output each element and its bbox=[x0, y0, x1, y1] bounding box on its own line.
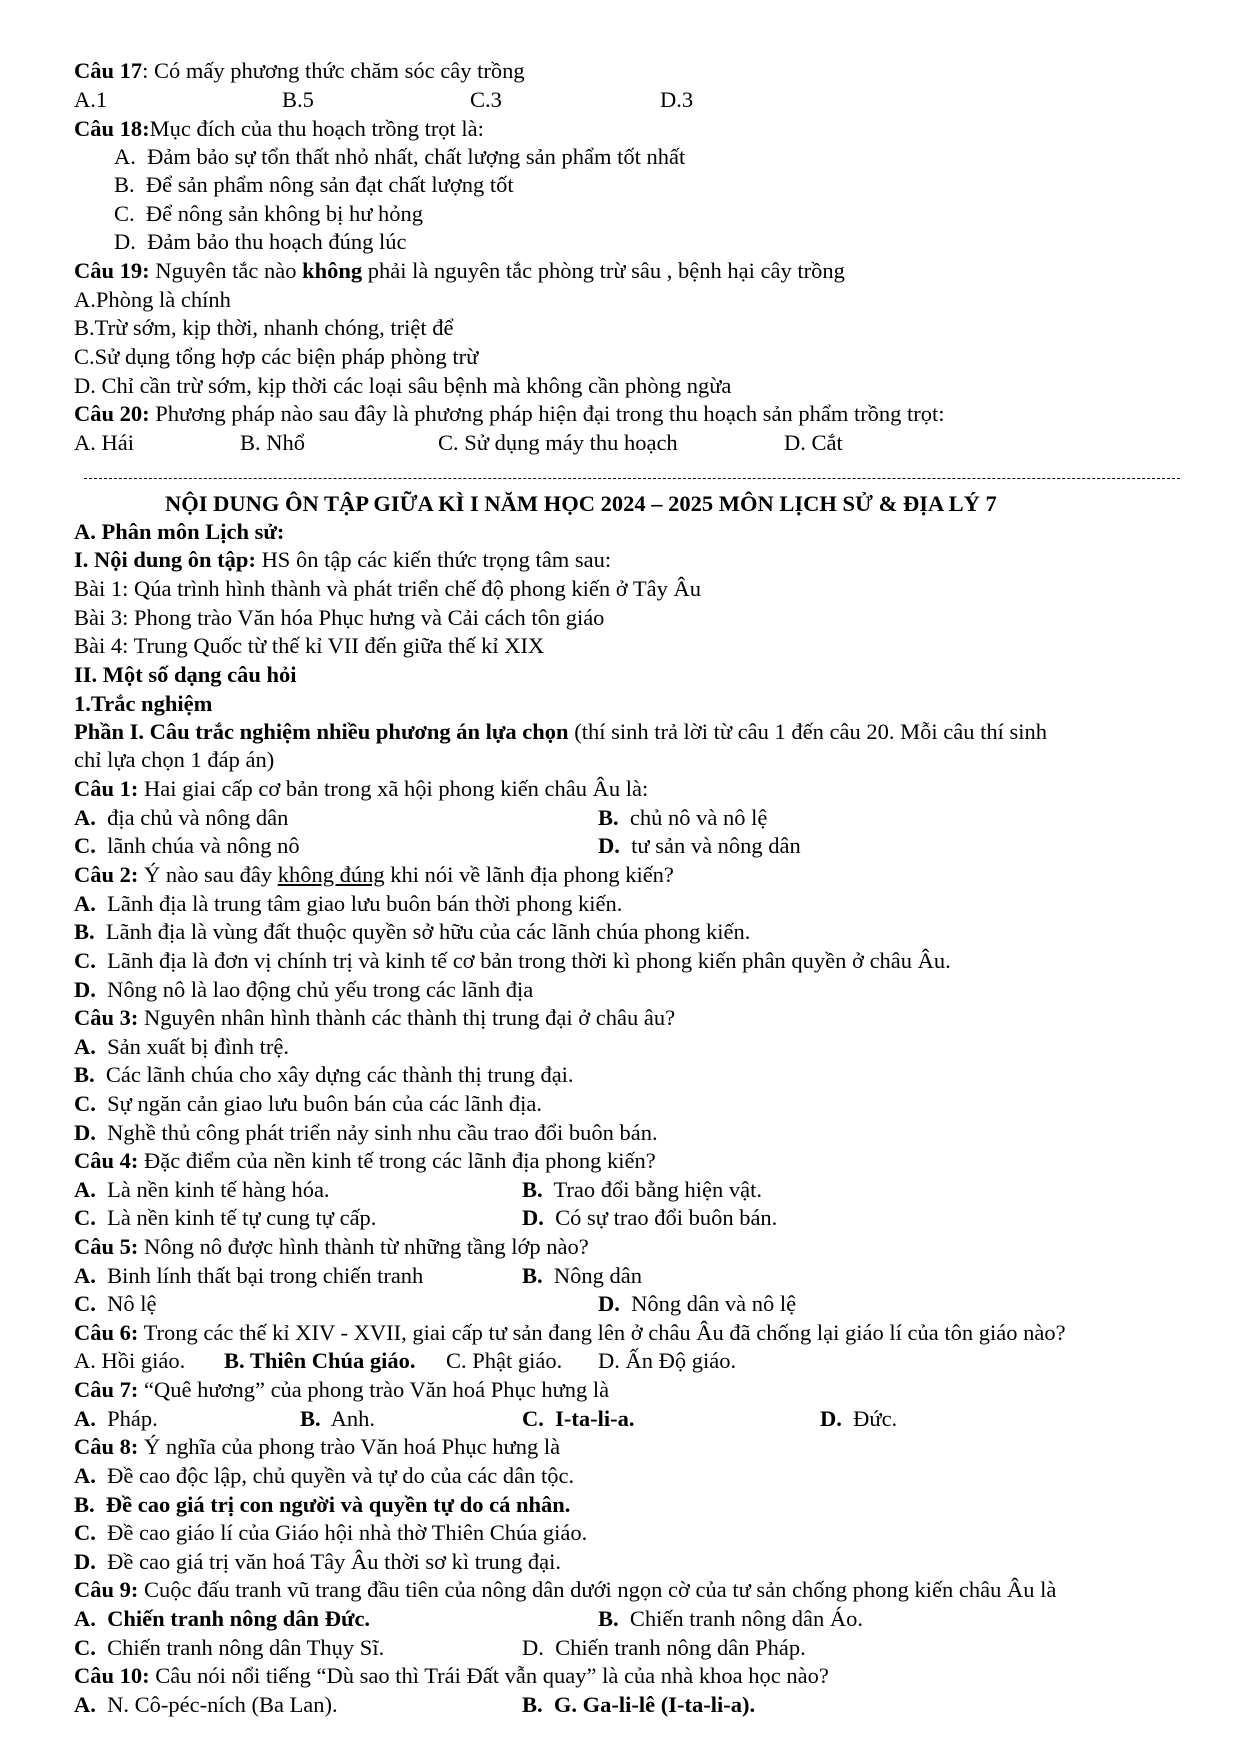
option-text: Pháp. bbox=[95, 1406, 158, 1431]
option-c: C.3 bbox=[470, 87, 502, 112]
question-1 bbox=[74, 775, 648, 802]
option-a: A. Đảm bảo sự tổn thất nhỏ nhất, chất lượng sản phẩm tốt nhất bbox=[114, 144, 686, 169]
part-label: Phần I. Câu trắc nghiệm nhiều phương án lựa chọn bbox=[74, 719, 569, 744]
option-letter: D. bbox=[820, 1406, 842, 1431]
option-text: Đề cao giá trị con người và quyền tự do cá nhân. bbox=[94, 1492, 571, 1517]
question-text: khi nói về lãnh địa phong kiến? bbox=[384, 862, 674, 887]
option-text: N. Cô-péc-ních (Ba Lan). bbox=[95, 1692, 338, 1717]
lesson-item: Bài 4: Trung Quốc từ thế kỉ VII đến giữa thế kỉ XIX bbox=[74, 633, 545, 658]
option-b: B. Nhổ bbox=[240, 430, 306, 455]
question-17 bbox=[74, 57, 525, 84]
section-a-heading: A. Phân môn Lịch sử: bbox=[74, 519, 285, 544]
section-text: HS ôn tập các kiến thức trọng tâm sau: bbox=[255, 547, 612, 572]
option-text: Sản xuất bị đình trệ. bbox=[95, 1034, 289, 1059]
option-text: G. Ga-li-lê (I-ta-li-a). bbox=[542, 1692, 756, 1717]
question-label: Câu 6: bbox=[74, 1320, 139, 1345]
question-4 bbox=[74, 1147, 656, 1174]
option-c bbox=[74, 1090, 542, 1117]
option-d: D. Ấn Độ giáo. bbox=[598, 1348, 737, 1373]
dashed-divider bbox=[84, 478, 1180, 479]
question-19 bbox=[74, 257, 845, 284]
option-a bbox=[74, 890, 622, 917]
option-a bbox=[74, 1462, 574, 1489]
option-a bbox=[74, 1262, 423, 1289]
option-text: Sự ngăn cản giao lưu buôn bán của các lãnh địa. bbox=[95, 1091, 542, 1116]
option-text: Là nền kinh tế hàng hóa. bbox=[95, 1177, 330, 1202]
option-a bbox=[74, 804, 288, 831]
option-d bbox=[598, 1290, 796, 1317]
option-letter: A. bbox=[74, 1463, 96, 1488]
option-text: Nô lệ bbox=[95, 1291, 157, 1316]
option-letter: C. bbox=[74, 1091, 96, 1116]
question-18 bbox=[74, 115, 484, 142]
question-text: Phương pháp nào sau đây là phương pháp hiện đại trong thu hoạch sản phẩm trồng trọt: bbox=[149, 401, 945, 426]
option-c bbox=[74, 1519, 587, 1546]
option-a bbox=[74, 1176, 330, 1203]
option-b bbox=[598, 1605, 863, 1632]
question-text: “Quê hương” của phong trào Văn hoá Phục hưng là bbox=[138, 1377, 610, 1402]
option-text: chủ nô và nô lệ bbox=[618, 805, 768, 830]
question-label: Câu 1: bbox=[74, 776, 139, 801]
question-3 bbox=[74, 1004, 675, 1031]
option-letter: D. bbox=[74, 1549, 96, 1574]
question-text: Nguyên nhân hình thành các thành thị trung đại ở châu âu? bbox=[138, 1005, 676, 1030]
question-label: Câu 4: bbox=[74, 1148, 139, 1173]
question-10 bbox=[74, 1662, 829, 1689]
question-text: Hai giai cấp cơ bản trong xã hội phong kiến châu Âu là: bbox=[138, 776, 649, 801]
option-d bbox=[522, 1204, 777, 1231]
option-letter: C. bbox=[74, 1205, 96, 1230]
question-label: Câu 18: bbox=[74, 116, 150, 141]
option-text: Lãnh địa là vùng đất thuộc quyền sở hữu của các lãnh chúa phong kiến. bbox=[94, 919, 751, 944]
option-letter: A. bbox=[74, 1406, 96, 1431]
option-d bbox=[74, 976, 533, 1003]
option-text: Đề cao giá trị văn hoá Tây Âu thời sơ kì trung đại. bbox=[95, 1549, 562, 1574]
option-letter: B. bbox=[74, 919, 95, 944]
option-letter: A. bbox=[74, 1034, 96, 1059]
option-b bbox=[300, 1405, 375, 1432]
question-7 bbox=[74, 1376, 609, 1403]
question-label: Câu 7: bbox=[74, 1377, 139, 1402]
option-letter: B. bbox=[522, 1263, 543, 1288]
option-d bbox=[820, 1405, 897, 1432]
option-a: A. Hồi giáo. bbox=[74, 1348, 186, 1373]
option-letter: B. bbox=[522, 1692, 543, 1717]
question-text: Ý nghĩa của phong trào Văn hoá Phục hưng là bbox=[138, 1434, 561, 1459]
option-letter: C. bbox=[74, 948, 96, 973]
option-a bbox=[74, 1691, 338, 1718]
option-text: Chiến tranh nông dân Áo. bbox=[618, 1606, 863, 1631]
option-b bbox=[522, 1262, 642, 1289]
part-text: (thí sinh trả lời từ câu 1 đến câu 20. Mỗi câu thí sinh bbox=[568, 719, 1047, 744]
question-label: Câu 5: bbox=[74, 1234, 139, 1259]
option-letter: B. bbox=[598, 1606, 619, 1631]
question-2 bbox=[74, 861, 674, 888]
option-text: I-ta-li-a. bbox=[543, 1406, 635, 1431]
question-text: Mục đích của thu hoạch trồng trọt là: bbox=[149, 116, 484, 141]
option-c bbox=[522, 1405, 634, 1432]
underlined-text: không đúng bbox=[277, 862, 385, 887]
option-text: Nông dân và nô lệ bbox=[619, 1291, 797, 1316]
option-letter: C. bbox=[74, 833, 96, 858]
question-5 bbox=[74, 1233, 589, 1260]
option-text: Binh lính thất bại trong chiến tranh bbox=[95, 1263, 424, 1288]
option-d: D. Cắt bbox=[784, 430, 843, 455]
option-text: Đề cao giáo lí của Giáo hội nhà thờ Thiên Chúa giáo. bbox=[95, 1520, 588, 1545]
option-text: lãnh chúa và nông nô bbox=[95, 833, 300, 858]
option-text: Là nền kinh tế tự cung tự cấp. bbox=[95, 1205, 377, 1230]
option-d: D. Đảm bảo thu hoạch đúng lúc bbox=[114, 229, 407, 254]
option-a: A.Phòng là chính bbox=[74, 287, 231, 312]
option-b: B.5 bbox=[282, 87, 314, 112]
option-letter: A. bbox=[74, 1263, 96, 1288]
question-text: Trong các thế kỉ XIV - XVII, giai cấp tư sản đang lên ở châu Âu đã chống lại giáo lí của tôn giáo nào? bbox=[138, 1320, 1066, 1345]
option-text: Nghề thủ công phát triển nảy sinh nhu cầu trao đổi buôn bán. bbox=[95, 1120, 658, 1145]
option-c bbox=[74, 832, 300, 859]
section-i bbox=[74, 546, 611, 573]
option-b bbox=[74, 918, 750, 945]
option-letter: A. bbox=[74, 1606, 96, 1631]
question-label: Câu 3: bbox=[74, 1005, 139, 1030]
option-letter: C. bbox=[522, 1406, 544, 1431]
question-text: Cuộc đấu tranh vũ trang đầu tiên của nông dân dưới ngọn cờ của tư sản chống phong kiến châu Âu là bbox=[138, 1577, 1057, 1602]
option-d: D.3 bbox=[660, 87, 694, 112]
question-label: Câu 17 bbox=[74, 58, 143, 83]
question-label: Câu 2: bbox=[74, 862, 139, 887]
option-text: Lãnh địa là đơn vị chính trị và kinh tế cơ bản trong thời kì phong kiến phân quyền ở châu Âu. bbox=[95, 948, 951, 973]
option-b bbox=[522, 1176, 762, 1203]
question-text: Đặc điểm của nền kinh tế trong các lãnh địa phong kiến? bbox=[138, 1148, 656, 1173]
part-1-instructions-cont: chỉ lựa chọn 1 đáp án) bbox=[74, 747, 275, 772]
option-a bbox=[74, 1033, 289, 1060]
option-d: D. Chỉ cần trừ sớm, kịp thời các loại sâu bệnh mà không cần phòng ngừa bbox=[74, 373, 732, 398]
question-20 bbox=[74, 400, 945, 427]
option-letter: A. bbox=[74, 1692, 96, 1717]
option-letter: D. bbox=[74, 977, 96, 1002]
option-letter: C. bbox=[74, 1291, 96, 1316]
question-text: Ý nào sau đây bbox=[138, 862, 278, 887]
option-a: A. Hái bbox=[74, 430, 134, 455]
subsection-heading: 1.Trắc nghiệm bbox=[74, 691, 213, 716]
option-d bbox=[522, 1634, 806, 1661]
option-d bbox=[74, 1119, 658, 1146]
option-text: tư sản và nông dân bbox=[619, 833, 801, 858]
option-text: địa chủ và nông dân bbox=[95, 805, 289, 830]
question-label: Câu 9: bbox=[74, 1577, 139, 1602]
section-label: I. Nội dung ôn tập: bbox=[74, 547, 256, 572]
question-text: : Có mấy phương thức chăm sóc cây trồng bbox=[142, 58, 525, 83]
question-label: Câu 10: bbox=[74, 1663, 150, 1688]
option-b: B. Thiên Chúa giáo. bbox=[224, 1348, 416, 1373]
option-a bbox=[74, 1405, 158, 1432]
question-9 bbox=[74, 1576, 1056, 1603]
option-b: B.Trừ sớm, kịp thời, nhanh chóng, triệt để bbox=[74, 315, 454, 340]
option-letter: D. bbox=[598, 833, 620, 858]
option-c bbox=[74, 947, 951, 974]
option-b bbox=[74, 1491, 570, 1518]
question-6 bbox=[74, 1319, 1066, 1346]
question-label: Câu 20: bbox=[74, 401, 150, 426]
option-b bbox=[74, 1061, 574, 1088]
document-title: NỘI DUNG ÔN TẬP GIỮA KÌ I NĂM HỌC 2024 – 2025 MÔN LỊCH SỬ & ĐỊA LÝ 7 bbox=[165, 491, 997, 516]
option-text: Anh. bbox=[320, 1406, 376, 1431]
option-c: C. Phật giáo. bbox=[446, 1348, 563, 1373]
question-text: Nông nô được hình thành từ những tầng lớp nào? bbox=[138, 1234, 589, 1259]
option-text: Đề cao độc lập, chủ quyền và tự do của các dân tộc. bbox=[95, 1463, 575, 1488]
question-8 bbox=[74, 1433, 560, 1460]
option-letter: B. bbox=[74, 1062, 95, 1087]
option-letter: C. bbox=[74, 1635, 96, 1660]
option-a bbox=[74, 1605, 370, 1632]
option-text: Chiến tranh nông dân Thụy Sĩ. bbox=[95, 1635, 385, 1660]
option-a: A.1 bbox=[74, 87, 108, 112]
option-text: Các lãnh chúa cho xây dựng các thành thị trung đại. bbox=[94, 1062, 574, 1087]
option-letter: B. bbox=[522, 1177, 543, 1202]
option-letter: D. bbox=[74, 1120, 96, 1145]
option-letter: B. bbox=[300, 1406, 321, 1431]
option-c: C.Sử dụng tổng hợp các biện pháp phòng trừ bbox=[74, 344, 479, 369]
option-b bbox=[522, 1691, 755, 1718]
question-label: Câu 19: bbox=[74, 258, 150, 283]
question-text: Câu nói nổi tiếng “Dù sao thì Trái Đất vẫn quay” là của nhà khoa học nào? bbox=[149, 1663, 829, 1688]
option-c bbox=[74, 1290, 157, 1317]
option-c bbox=[74, 1204, 376, 1231]
option-c: C. Để nông sản không bị hư hỏng bbox=[114, 201, 424, 226]
option-letter: D. bbox=[522, 1205, 544, 1230]
option-letter: D. bbox=[522, 1635, 544, 1660]
question-text: phải là nguyên tắc phòng trừ sâu , bệnh hại cây trồng bbox=[362, 258, 845, 283]
option-text: Trao đổi bằng hiện vật. bbox=[542, 1177, 763, 1202]
option-text: Chiến tranh nông dân Đức. bbox=[95, 1606, 371, 1631]
option-letter: D. bbox=[598, 1291, 620, 1316]
option-c: C. Sử dụng máy thu hoạch bbox=[438, 430, 678, 455]
emphasis: không bbox=[302, 258, 363, 283]
option-letter: A. bbox=[74, 805, 96, 830]
question-text: Nguyên tắc nào bbox=[149, 258, 303, 283]
section-ii-heading: II. Một số dạng câu hỏi bbox=[74, 662, 297, 687]
option-letter: A. bbox=[74, 1177, 96, 1202]
option-letter: A. bbox=[74, 891, 96, 916]
option-d bbox=[74, 1548, 561, 1575]
question-label: Câu 8: bbox=[74, 1434, 139, 1459]
option-text: Có sự trao đổi buôn bán. bbox=[543, 1205, 778, 1230]
option-letter: B. bbox=[598, 805, 619, 830]
option-text: Nông nô là lao động chủ yếu trong các lãnh địa bbox=[95, 977, 534, 1002]
option-b: B. Để sản phẩm nông sản đạt chất lượng tốt bbox=[114, 172, 514, 197]
option-text: Đức. bbox=[841, 1406, 898, 1431]
option-text: Nông dân bbox=[542, 1263, 643, 1288]
option-letter: C. bbox=[74, 1520, 96, 1545]
lesson-item: Bài 1: Qúa trình hình thành và phát triển chế độ phong kiến ở Tây Âu bbox=[74, 576, 701, 601]
option-text: Lãnh địa là trung tâm giao lưu buôn bán thời phong kiến. bbox=[95, 891, 623, 916]
option-text: Chiến tranh nông dân Pháp. bbox=[543, 1635, 806, 1660]
option-b bbox=[598, 804, 767, 831]
part-1-instructions bbox=[74, 718, 1047, 745]
option-d bbox=[598, 832, 801, 859]
lesson-item: Bài 3: Phong trào Văn hóa Phục hưng và Cải cách tôn giáo bbox=[74, 605, 605, 630]
option-c bbox=[74, 1634, 384, 1661]
option-letter: B. bbox=[74, 1492, 95, 1517]
